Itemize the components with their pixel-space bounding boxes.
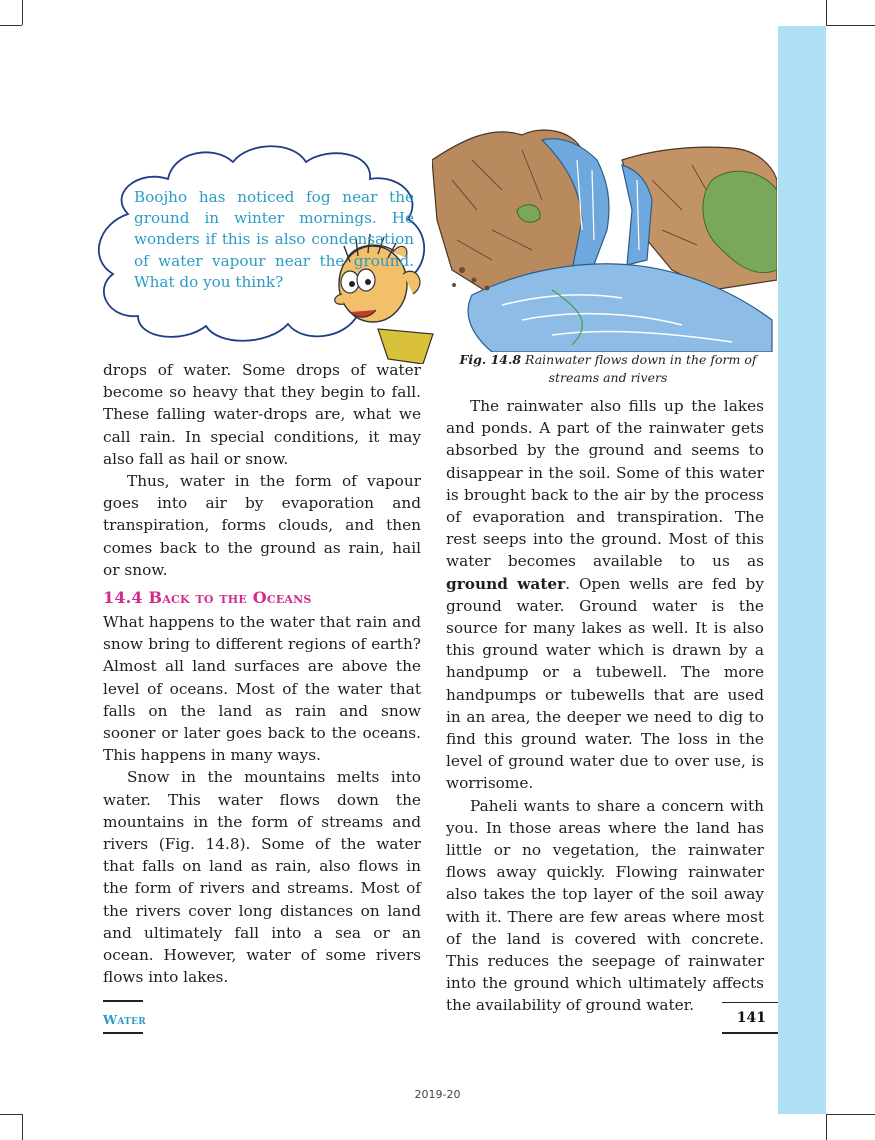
left-column — [103, 359, 421, 988]
footer-rule — [722, 1032, 778, 1034]
crop-mark — [22, 0, 23, 25]
figure-caption-text: Rainwater flows down in the form of streams and rivers — [525, 352, 757, 385]
waterfall-illustration — [432, 120, 777, 352]
figure-label: Fig. 14.8 — [459, 352, 522, 367]
crop-mark — [22, 1114, 23, 1140]
edition-year: 2019-20 — [414, 1088, 461, 1101]
crop-mark — [826, 25, 875, 26]
bubble-text: Boojho has noticed fog near the ground in winter mornings. He wonders if this is also condensation of water vapour near the ground. What do you think? — [134, 188, 414, 291]
paragraph: Paheli wants to share a concern with you. In those areas where the land has little or no vegetation, the rainwater flows away quickly. Flowing rainwater also takes the top layer of the soil away with it. There are few areas where most of the land is covered with concrete. This reduces the seepage of rainwater into the ground which ultimately affects the availability of ground water. — [446, 796, 764, 1015]
section-heading: 14.4 Back to the Oceans — [103, 588, 312, 608]
footer-rule — [722, 1002, 778, 1003]
crop-mark — [0, 1114, 22, 1115]
crop-mark — [826, 0, 827, 25]
crop-mark — [0, 25, 22, 26]
right-column — [446, 395, 764, 1017]
paragraph: Thus, water in the form of vapour goes into air by evaporation and transpiration, forms clouds, and then comes back to the ground as rain, hail or snow. — [103, 472, 421, 579]
paragraph: What happens to the water that rain and snow bring to different regions of earth? Almost all land surfaces are above the level of oceans. Most of the water that falls on the land as rain and snow sooner or later goes back to the oceans. This happens in many ways. — [103, 613, 421, 765]
figure-caption — [444, 351, 772, 387]
paragraph: Snow in the mountains melts into water. This water flows down the mountains in the form of streams and rivers (Fig. 14.8). Some of the water that falls on land as rain, also flows in the form of rivers and streams. Most of the rivers cover long distances on land and ultimately fall into a sea or an ocean. However, water of some rivers flows into lakes. — [103, 768, 421, 987]
paragraph-text: The rainwater also fills up the lakes and ponds. A part of the rainwater gets absorbed by the ground and seems to disappear in the soil. Some of this water is brought back to the air by the process of evaporation and transpiration. The rest seeps into the ground. Most of this water becomes available to us as — [446, 397, 764, 571]
key-term: ground water — [446, 574, 566, 593]
margin-color-band — [778, 26, 826, 1114]
paragraph — [446, 395, 764, 795]
paragraph-text: . Open wells are fed by ground water. Ground water is the source for many lakes as well. It is also this ground water which is drawn by a handpump or a tubewell. The more handpumps or tubewells that are used in an area, the deeper we need to dig to find this ground water. The loss in the level of ground water due to over use, is worrisome. — [446, 574, 764, 793]
crop-mark — [826, 1114, 875, 1115]
footer-rule — [103, 1032, 143, 1034]
chapter-name: Water — [103, 1012, 147, 1027]
paragraph: drops of water. Some drops of water become so heavy that they begin to fall. These falling water-drops are, what we call rain. In special conditions, it may also fall as hail or snow. — [103, 361, 421, 468]
thought-bubble — [88, 134, 448, 364]
crop-mark — [826, 1114, 827, 1140]
page-number: 141 — [736, 1010, 766, 1026]
footer-rule — [103, 1000, 143, 1002]
